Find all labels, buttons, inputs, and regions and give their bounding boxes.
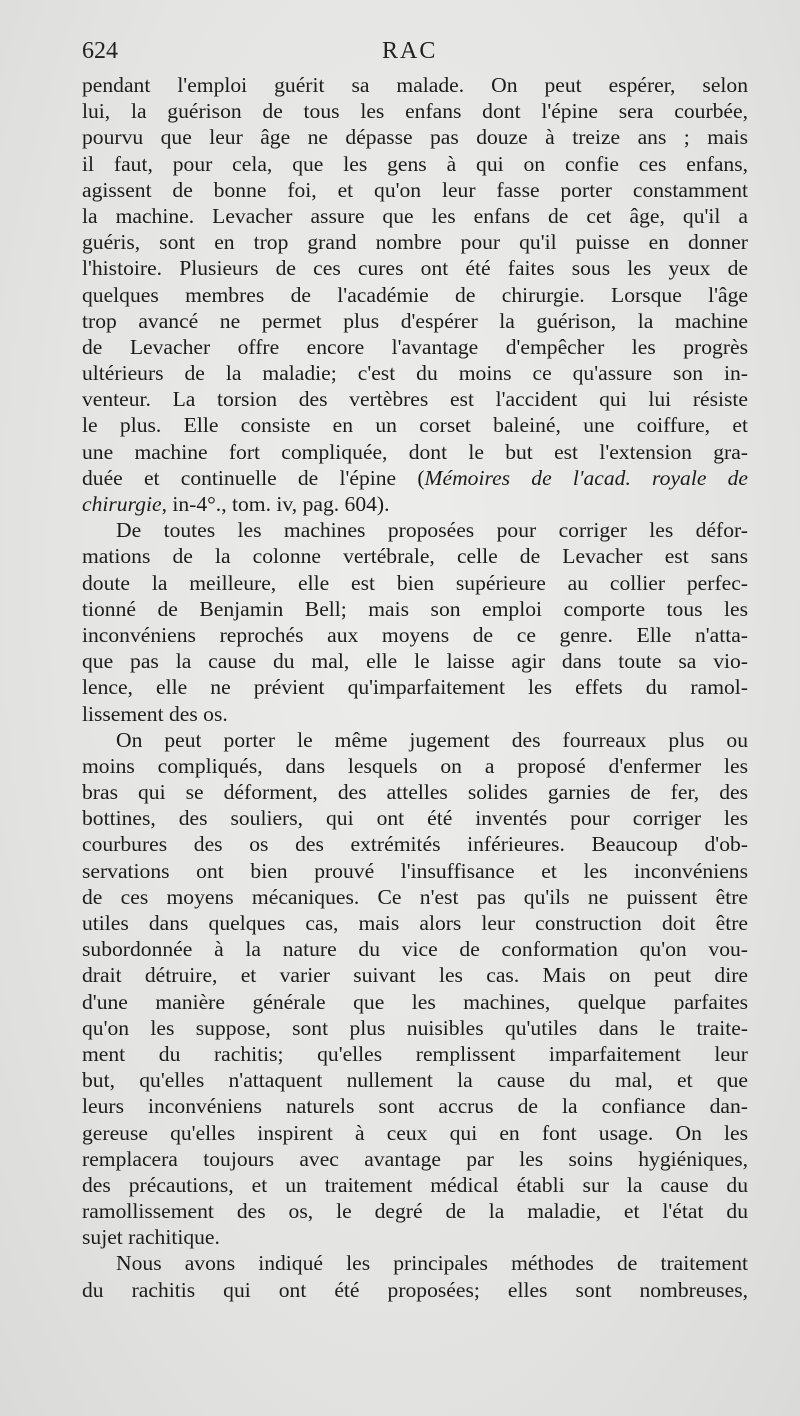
text-line: subordonnée à la nature du vice de conformation qu'on vou- bbox=[82, 937, 748, 962]
running-head: RAC bbox=[382, 38, 438, 64]
text-line: lissement des os. bbox=[82, 701, 228, 726]
text-line: trop avancé ne permet plus d'espérer la guérison, la machine bbox=[82, 308, 748, 333]
text-line: des précautions, et un traitement médical établi sur la cause du bbox=[82, 1172, 748, 1197]
text-line: duée et continuelle de l'épine (Mémoires de l'acad. royale de bbox=[82, 465, 748, 490]
text-line: ultérieurs de la maladie; c'est du moins ce qu'assure son in- bbox=[82, 361, 748, 386]
text-line: pendant l'emploi guérit sa malade. On peut espérer, selon bbox=[82, 73, 748, 97]
text-line: qu'on les suppose, sont plus nuisibles qu'utiles dans le traite- bbox=[82, 1015, 748, 1040]
text-line: drait détruire, et varier suivant les cas. Mais on peut dire bbox=[82, 963, 748, 988]
text-line: but, qu'elles n'attaquent nullement la cause du mal, et que bbox=[82, 1068, 748, 1093]
text-line: De toutes les machines proposées pour corriger les défor- bbox=[116, 518, 748, 543]
text-line: de Levacher offre encore l'avantage d'empêcher les progrès bbox=[82, 334, 748, 359]
text-line: remplacera toujours avec avantage par les soins hygiéniques, bbox=[82, 1146, 748, 1171]
text-line: sujet rachitique. bbox=[82, 1225, 220, 1250]
text-line: lui, la guérison de tous les enfans dont l'épine sera courbée, bbox=[82, 99, 748, 124]
text-line: pourvu que leur âge ne dépasse pas douze à treize ans ; mais bbox=[82, 125, 748, 150]
body-text bbox=[82, 72, 748, 1303]
text-line: une machine fort compliquée, dont le but est l'extension gra- bbox=[82, 439, 748, 464]
paragraph bbox=[82, 517, 748, 727]
text-line: agissent de bonne foi, et qu'on leur fasse porter constamment bbox=[82, 177, 748, 202]
text-line: venteur. La torsion des vertèbres est l'accident qui lui résiste bbox=[82, 387, 748, 412]
text-line: il faut, pour cela, que les gens à qui on confie ces enfans, bbox=[82, 151, 748, 176]
text-line: leurs inconvéniens naturels sont accrus de la confiance dan- bbox=[82, 1094, 748, 1119]
text-line: chirurgie, in-4°., tom. iv, pag. 604). bbox=[82, 492, 390, 516]
text-line: gereuse qu'elles inspirent à ceux qui en font usage. On les bbox=[82, 1120, 748, 1145]
text-line: servations ont bien prouvé l'insuffisance et les inconvéniens bbox=[82, 858, 748, 883]
text-line: On peut porter le même jugement des fourreaux plus ou bbox=[116, 727, 748, 752]
paragraph bbox=[82, 727, 748, 1251]
text-line: courbures des os des extrémités inférieures. Beaucoup d'ob- bbox=[82, 832, 748, 857]
text-line: Nous avons indiqué les principales méthodes de traitement bbox=[116, 1251, 748, 1276]
text-line: guéris, sont en trop grand nombre pour qu'il puisse en donner bbox=[82, 230, 748, 255]
text-line: de ces moyens mécaniques. Ce n'est pas qu'ils ne puissent être bbox=[82, 884, 748, 909]
text-line: lence, elle ne prévient qu'imparfaitement les effets du ramol- bbox=[82, 675, 748, 700]
text-line: mations de la colonne vertébrale, celle de Levacher est sans bbox=[82, 544, 748, 569]
text-line: bottines, des souliers, qui ont été inventés pour corriger les bbox=[82, 806, 748, 831]
paragraph bbox=[82, 1250, 748, 1302]
text-line: l'histoire. Plusieurs de ces cures ont été faites sous les yeux de bbox=[82, 256, 748, 281]
text-line: moins compliqués, dans lesquels on a proposé d'enfermer les bbox=[82, 753, 748, 778]
page-header bbox=[82, 38, 748, 68]
text-line: utiles dans quelques cas, mais alors leur construction doit être bbox=[82, 911, 748, 935]
text-line: doute la meilleure, elle est bien supérieure au collier perfec- bbox=[82, 570, 748, 595]
paragraph bbox=[82, 72, 748, 517]
text-line: du rachitis qui ont été proposées; elles sont nombreuses, bbox=[82, 1277, 748, 1302]
page-number: 624 bbox=[82, 38, 118, 64]
text-line: bras qui se déforment, des attelles solides garnies de fer, des bbox=[82, 780, 748, 805]
text-line: le plus. Elle consiste en un corset baleiné, une coiffure, et bbox=[82, 413, 748, 438]
text-line: que pas la cause du mal, elle le laisse agir dans toute sa vio- bbox=[82, 649, 748, 674]
text-line: inconvéniens reprochés aux moyens de ce genre. Elle n'atta- bbox=[82, 622, 748, 647]
text-line: ment du rachitis; qu'elles remplissent imparfaitement leur bbox=[82, 1041, 748, 1066]
text-line: d'une manière générale que les machines, quelque parfaites bbox=[82, 989, 748, 1014]
text-line: la machine. Levacher assure que les enfans de cet âge, qu'il a bbox=[82, 203, 748, 228]
text-line: tionné de Benjamin Bell; mais son emploi comporte tous les bbox=[82, 596, 748, 621]
text-line: quelques membres de l'académie de chirurgie. Lorsque l'âge bbox=[82, 282, 748, 307]
text-line: ramollissement des os, le degré de la maladie, et l'état du bbox=[82, 1199, 748, 1224]
